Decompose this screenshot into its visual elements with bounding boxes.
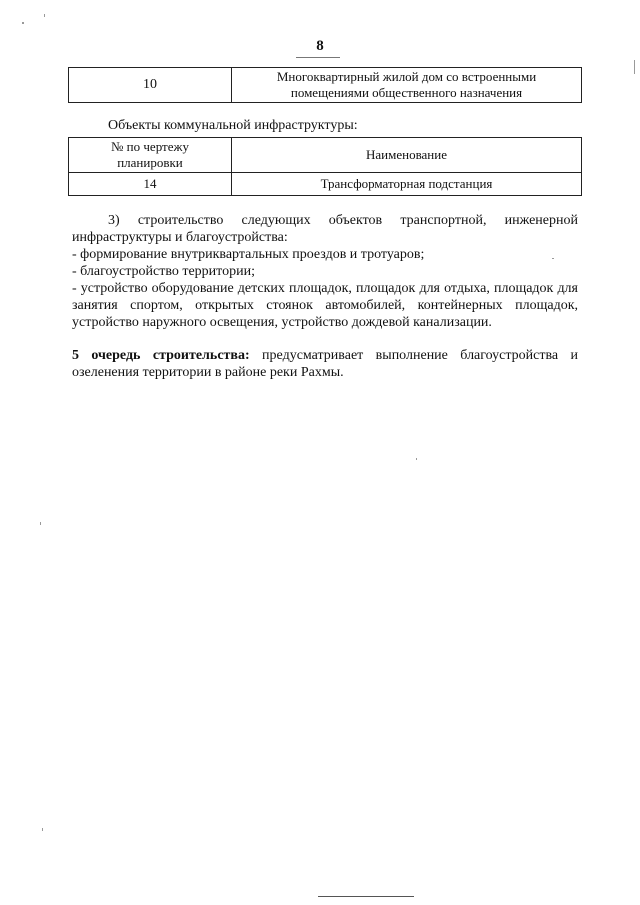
object-number-cell: 14 — [69, 173, 232, 196]
header-number-cell — [69, 138, 232, 173]
stage-5-paragraph — [72, 347, 578, 381]
stage-label: 5 очередь строительства: — [72, 348, 250, 363]
object-name-cell: Трансформаторная подстанция — [232, 173, 582, 196]
header-name-cell: Наименование — [232, 138, 582, 173]
object-name-line: Многоквартирный жилой дом со встроенными — [276, 69, 537, 84]
table-row — [69, 68, 582, 103]
bullet-item: - формирование внутриквартальных проездов и тротуаров; — [72, 247, 425, 262]
object-name-line: помещениями общественного назначения — [290, 85, 523, 100]
object-number-cell: 10 — [69, 68, 232, 103]
table-header-row — [69, 138, 582, 173]
scan-speck — [22, 22, 24, 24]
scan-speck — [44, 14, 45, 17]
scan-speck — [40, 522, 41, 525]
header-number-line: планировки — [117, 155, 183, 170]
page-number: 8 — [316, 38, 324, 54]
scan-speck — [416, 458, 417, 460]
scan-mark-bottom — [318, 896, 414, 897]
bullet-item: - устройство оборудование детских площадок, площадок для отдыха, площадок для занятия спортом, открытых стоянок автомобилей, контейнерных площадок, устройство наружного освещения, устройство дождевой канализации. — [72, 281, 578, 330]
stage-text: предусматривает выполнение благоустройства и озеленения территории в районе реки Рахмы. — [72, 348, 578, 380]
header-number-line: № по чертежу — [111, 139, 189, 154]
table-caption: Объекты коммунальной инфраструктуры: — [108, 118, 358, 133]
item-3-paragraph: 3) строительство следующих объектов транспортной, инженерной инфраструктуры и благоустройства: — [72, 213, 578, 245]
scan-speck — [634, 60, 635, 74]
scan-speck — [552, 258, 554, 259]
residential-objects-table — [68, 67, 582, 103]
table-row — [69, 173, 582, 196]
scan-mark-top — [296, 57, 340, 58]
utility-infrastructure-table — [68, 137, 582, 196]
object-name-cell — [232, 68, 582, 103]
scan-speck — [42, 828, 43, 831]
bullet-item: - благоустройство территории; — [72, 264, 255, 279]
